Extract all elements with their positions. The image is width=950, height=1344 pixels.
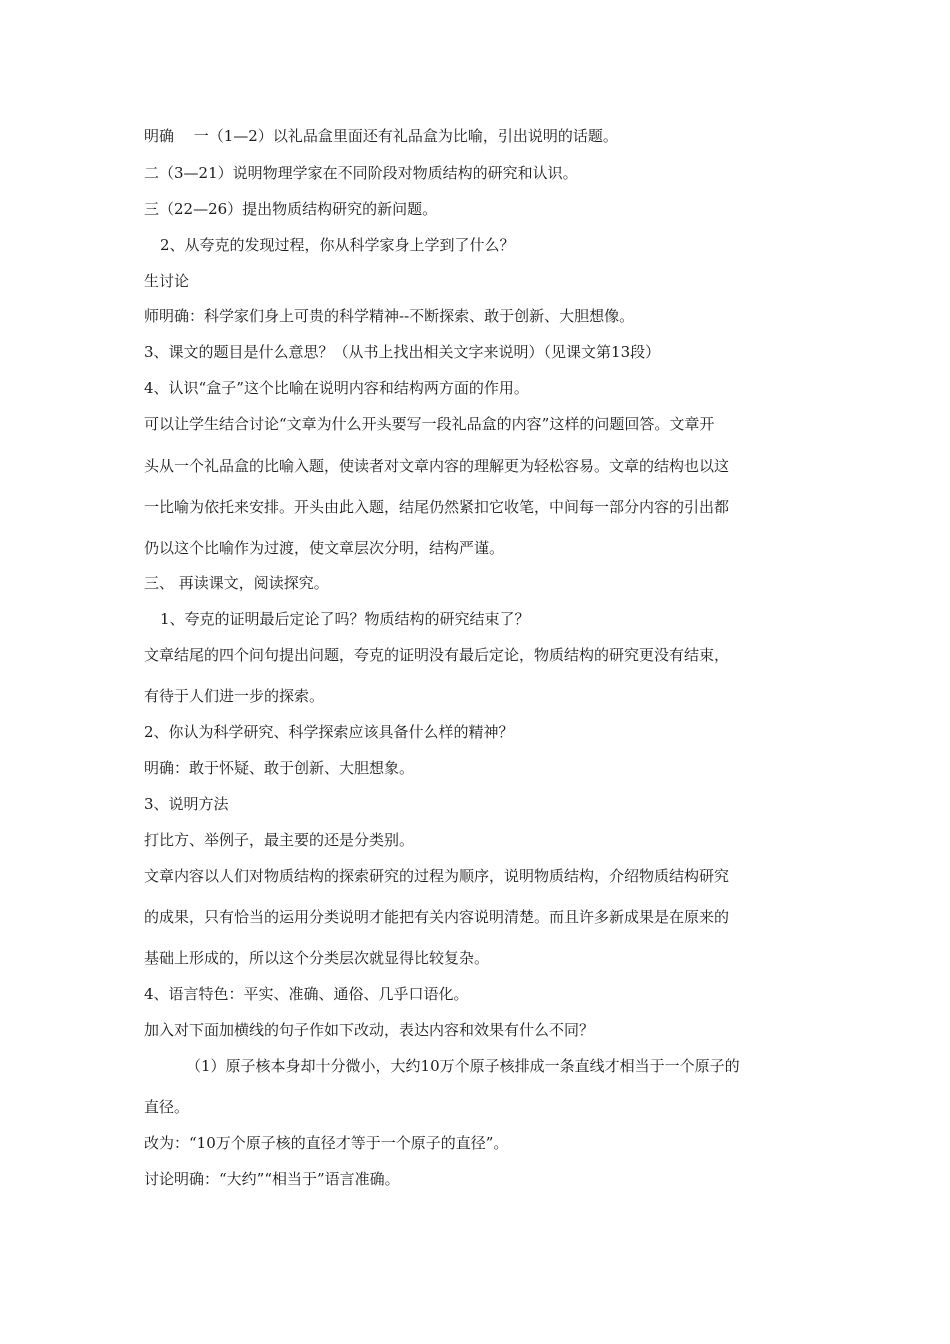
text-line: 明确 一（1—2）以礼品盒里面还有礼品盒为比喻，引出说明的话题。 — [144, 127, 618, 145]
text-line: 打比方、举例子，最主要的还是分类别。 — [144, 831, 415, 849]
text-line: 有待于人们进一步的探索。 — [144, 687, 325, 705]
text-line: 的成果，只有恰当的运用分类说明才能把有关内容说明清楚。而且许多新成果是在原来的 — [144, 908, 730, 926]
text-line: 可以让学生结合讨论“文章为什么开头要写一段礼品盒的内容”这样的问题回答。文章开 — [144, 415, 715, 433]
text-line: 一比喻为依托来安排。开头由此入题，结尾仍然紧扣它收笔，中间每一部分内容的引出都 — [144, 498, 730, 516]
text-line: （1）原子核本身却十分微小，大约10万个原子核排成一条直线才相当于一个原子的 — [186, 1057, 740, 1075]
text-line: 3、说明方法 — [144, 795, 229, 813]
section-heading: 三、 再读课文，阅读探究。 — [144, 574, 329, 592]
text-line: 1、夸克的证明最后定论了吗？物质结构的研究结束了？ — [160, 610, 530, 628]
text-line: 2、你认为科学研究、科学探索应该具备什么样的精神？ — [144, 723, 514, 741]
text-line: 基础上形成的，所以这个分类层次就显得比较复杂。 — [144, 949, 490, 967]
text-line: 改为：“10万个原子核的直径才等于一个原子的直径”。 — [144, 1134, 509, 1152]
text-line: 三（22—26）提出物质结构研究的新问题。 — [144, 200, 438, 218]
text-line: 4、认识“盒子”这个比喻在说明内容和结构两方面的作用。 — [144, 379, 529, 397]
text-line: 直径。 — [144, 1098, 190, 1116]
text-line: 二（3—21）说明物理学家在不同阶段对物质结构的研究和认识。 — [144, 164, 578, 182]
text-line: 头从一个礼品盒的比喻入题，使读者对文章内容的理解更为轻松容易。文章的结构也以这 — [144, 457, 730, 475]
text-line: 仍以这个比喻作为过渡，使文章层次分明，结构严谨。 — [144, 539, 505, 557]
text-line: 文章结尾的四个问句提出问题，夸克的证明没有最后定论，物质结构的研究更没有结束， — [144, 646, 730, 664]
text-line: 讨论明确：“大约”“相当于”语言准确。 — [144, 1170, 400, 1188]
text-line: 2、从夸克的发现过程，你从科学家身上学到了什么？ — [160, 236, 515, 254]
text-line: 3、课文的题目是什么意思？（从书上找出相关文字来说明）（见课文第13段） — [144, 343, 661, 361]
text-line: 加入对下面加横线的句子作如下改动，表达内容和效果有什么不同？ — [144, 1021, 595, 1039]
text-line: 4、语言特色：平实、准确、通俗、几乎口语化。 — [144, 985, 469, 1003]
text-line: 明确：敢于怀疑、敢于创新、大胆想象。 — [144, 759, 415, 777]
text-line: 文章内容以人们对物质结构的探索研究的过程为顺序，说明物质结构，介绍物质结构研究 — [144, 867, 730, 885]
text-line: 生讨论 — [144, 272, 190, 290]
text-line: 师明确：科学家们身上可贵的科学精神--不断探索、敢于创新、大胆想像。 — [144, 307, 635, 325]
